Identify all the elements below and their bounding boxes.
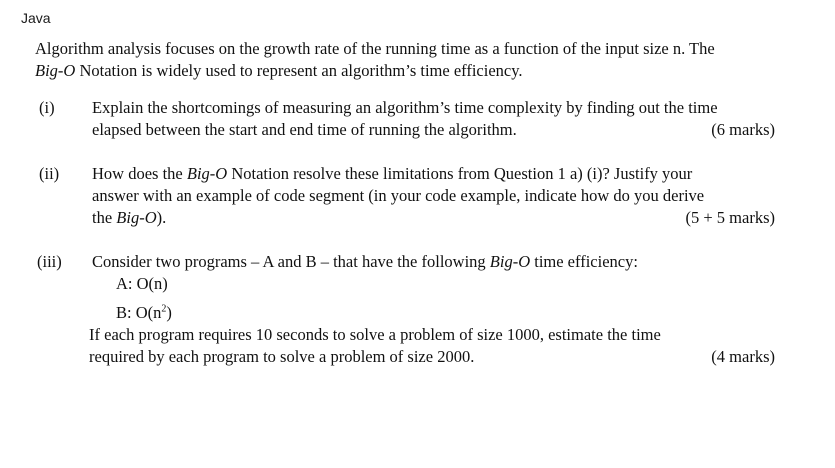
program-a-complexity: A: O(n) xyxy=(116,274,168,293)
exponent: 2 xyxy=(161,303,167,315)
question-i-line-2: elapsed between the start and end time of running the algorithm. xyxy=(92,120,517,139)
question-number: (ii) xyxy=(39,164,60,183)
intro-paragraph xyxy=(35,38,775,82)
text-segment: How does the xyxy=(92,164,187,183)
intro-line-2 xyxy=(35,60,775,82)
big-o-term: Big-O xyxy=(35,61,76,80)
text-segment: Notation resolve these limitations from Question 1 a) (i)? Justify your xyxy=(227,164,693,183)
text-segment: B: O(n xyxy=(116,303,162,322)
question-iii-line-2: If each program requires 10 seconds to solve a problem of size 1000, estimate the time xyxy=(89,325,661,344)
question-ii-line-3 xyxy=(92,207,166,229)
marks-label: (4 marks) xyxy=(711,347,775,366)
text-segment: the xyxy=(92,208,117,227)
marks-label: (5 + 5 marks) xyxy=(685,208,775,227)
question-number: (iii) xyxy=(37,252,62,271)
intro-line-1: Algorithm analysis focuses on the growth rate of the running time as a function of the input size n. The xyxy=(35,39,715,58)
language-tag: Java xyxy=(21,10,51,26)
question-ii-line-1 xyxy=(92,163,775,185)
question-document xyxy=(35,38,775,390)
question-ii-row-3 xyxy=(92,207,775,229)
text-segment: ) xyxy=(166,303,172,322)
question-i-row-2 xyxy=(92,119,775,141)
big-o-term: Big-O xyxy=(186,164,228,183)
question-iii-line-3: required by each program to solve a problem of size 2000. xyxy=(89,347,475,366)
question-number: (i) xyxy=(39,98,55,117)
text-segment: time efficiency: xyxy=(530,252,638,271)
big-o-term: Big-O xyxy=(489,252,531,271)
question-iii-line-1 xyxy=(92,251,775,273)
intro-line-2-text: Notation is widely used to represent an algorithm’s time efficiency. xyxy=(75,61,523,80)
question-iii-row-3 xyxy=(89,346,775,368)
question-i xyxy=(35,97,775,141)
question-ii xyxy=(35,163,775,229)
program-b-complexity xyxy=(92,302,775,324)
question-iii xyxy=(35,251,775,368)
big-o-term: Big-O xyxy=(116,208,157,227)
question-ii-line-2: answer with an example of code segment (in your code example, indicate how do you derive xyxy=(92,186,705,205)
text-segment: ). xyxy=(156,208,167,227)
question-i-line-1: Explain the shortcomings of measuring an algorithm’s time complexity by finding out the time xyxy=(92,98,718,117)
marks-label: (6 marks) xyxy=(711,120,775,139)
text-segment: Consider two programs – A and B – that have the following xyxy=(92,252,490,271)
